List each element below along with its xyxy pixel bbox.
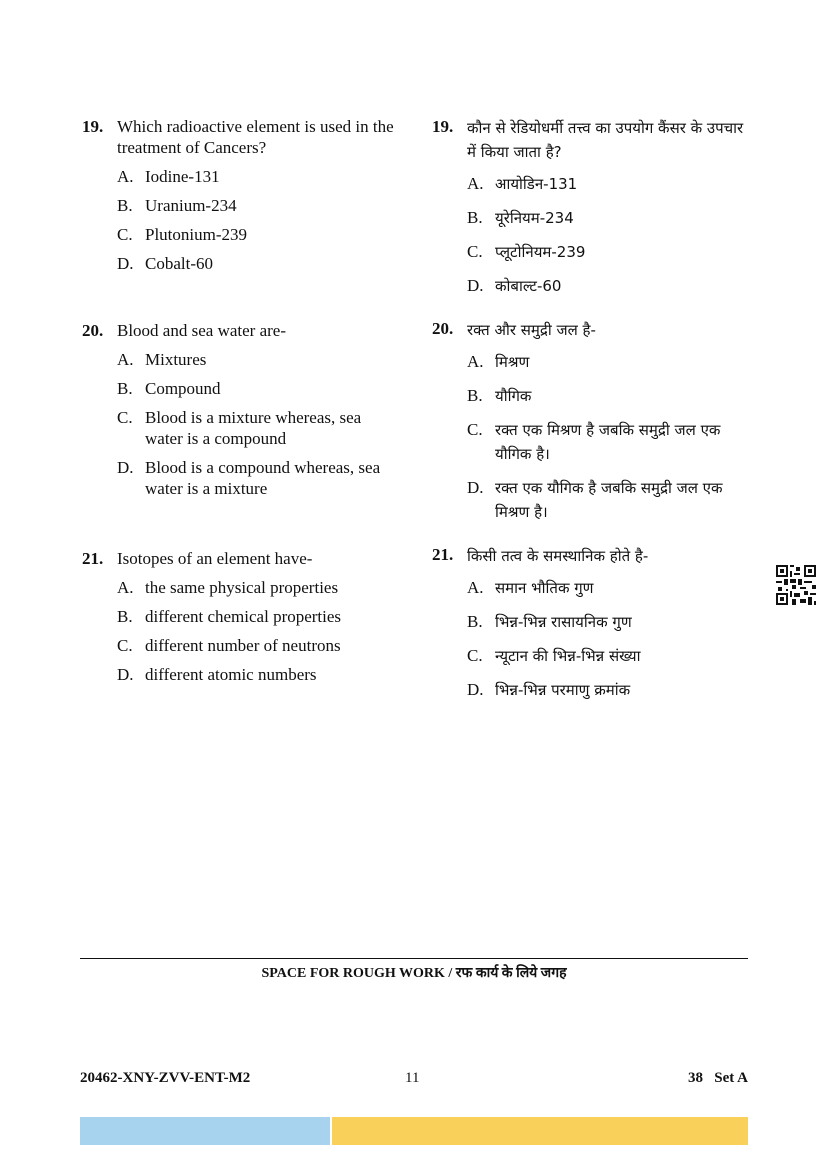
- option-text: भिन्न-भिन्न रासायनिक गुण: [495, 613, 632, 631]
- question-number: 21.: [82, 549, 104, 568]
- option-b: [467, 206, 752, 230]
- option-letter: C.: [467, 420, 483, 439]
- option-text: समान भौतिक गुण: [495, 579, 594, 597]
- option-letter: A.: [117, 350, 134, 369]
- option-text: Plutonium-239: [145, 225, 248, 244]
- question-text: रक्त और समुद्री जल है-: [467, 321, 596, 339]
- paper-code: 20462-XNY-ZVV-ENT-M2: [80, 1070, 251, 1086]
- question-20-en: [82, 320, 402, 499]
- question-text: किसी तत्व के समस्थानिक होते है-: [467, 547, 649, 565]
- option-letter: C.: [467, 646, 483, 665]
- option-letter: C.: [467, 242, 483, 261]
- option-text: यौगिक: [495, 387, 532, 405]
- option-d: [467, 678, 752, 702]
- set-info: 38 Set A: [688, 1070, 748, 1086]
- option-a: [117, 349, 402, 370]
- option-letter: A.: [467, 352, 484, 371]
- option-text: आयोडिन-131: [495, 175, 578, 193]
- option-d: [117, 457, 402, 499]
- footer-bar-right: [332, 1117, 748, 1145]
- page-number: 11: [405, 1070, 420, 1086]
- option-d: [117, 253, 402, 274]
- option-text: different atomic numbers: [145, 665, 317, 684]
- option-text: भिन्न-भिन्न परमाणु क्रमांक: [495, 681, 631, 699]
- option-c: [117, 635, 402, 656]
- option-d: [117, 664, 402, 685]
- footer-bar-left: [80, 1117, 330, 1145]
- option-letter: C.: [117, 408, 133, 427]
- english-column: [82, 116, 402, 684]
- option-letter: D.: [467, 478, 484, 497]
- option-a: [467, 172, 752, 196]
- footer: [80, 1070, 748, 1090]
- option-text: Iodine-131: [145, 167, 220, 186]
- option-c: [467, 418, 752, 466]
- option-text: Cobalt-60: [145, 254, 213, 273]
- question-21-hi: [432, 544, 752, 702]
- option-text: Blood is a mixture whereas, sea water is a compound: [145, 408, 362, 448]
- question-21-en: [82, 548, 402, 685]
- option-text: Compound: [145, 379, 221, 398]
- option-letter: D.: [117, 458, 134, 477]
- option-letter: B.: [467, 612, 483, 631]
- option-text: Uranium-234: [145, 196, 237, 215]
- option-text: different number of neutrons: [145, 636, 341, 655]
- option-b: [117, 606, 402, 627]
- option-c: [117, 224, 402, 245]
- rough-work-label: SPACE FOR ROUGH WORK / रफ कार्य के लिये जगह: [261, 966, 567, 981]
- option-b: [117, 378, 402, 399]
- option-c: [467, 240, 752, 264]
- divider-line: [80, 958, 748, 959]
- question-text: Isotopes of an element have-: [117, 549, 313, 568]
- option-b: [467, 384, 752, 408]
- option-letter: D.: [467, 680, 484, 699]
- option-text: Mixtures: [145, 350, 207, 369]
- option-letter: A.: [117, 167, 134, 186]
- option-letter: B.: [467, 386, 483, 405]
- option-a: [117, 166, 402, 187]
- question-text: Blood and sea water are-: [117, 321, 286, 340]
- option-text: मिश्रण: [495, 353, 530, 371]
- option-c: [117, 407, 402, 449]
- question-20-hi: [432, 318, 752, 524]
- question-19-hi: [432, 116, 752, 298]
- option-text: कोबाल्ट-60: [495, 277, 562, 295]
- question-number: 20.: [82, 321, 104, 340]
- option-text: different chemical properties: [145, 607, 342, 626]
- question-number: 19.: [82, 117, 104, 136]
- option-text: यूरेनियम-234: [495, 209, 574, 227]
- option-letter: B.: [117, 196, 133, 215]
- option-letter: B.: [117, 379, 133, 398]
- qr-code-icon: [776, 565, 816, 605]
- option-letter: A.: [117, 578, 134, 597]
- option-b: [467, 610, 752, 634]
- option-text: the same physical properties: [145, 578, 339, 597]
- option-text: रक्त एक यौगिक है जबकि समुद्री जल एक मिश्रण है।: [495, 479, 723, 521]
- option-text: Blood is a compound whereas, sea water is a mixture: [145, 458, 381, 498]
- option-letter: C.: [117, 225, 133, 244]
- option-text: न्यूटान की भिन्न-भिन्न संख्या: [495, 647, 641, 665]
- option-a: [467, 576, 752, 600]
- option-letter: B.: [117, 607, 133, 626]
- option-letter: B.: [467, 208, 483, 227]
- option-letter: A.: [467, 174, 484, 193]
- option-c: [467, 644, 752, 668]
- option-text: प्लूटोनियम-239: [495, 243, 586, 261]
- option-letter: A.: [467, 578, 484, 597]
- question-number: 19.: [432, 117, 454, 136]
- option-letter: C.: [117, 636, 133, 655]
- option-letter: D.: [117, 665, 134, 684]
- option-a: [467, 350, 752, 374]
- option-a: [117, 577, 402, 598]
- hindi-column: [432, 116, 752, 699]
- option-letter: D.: [467, 276, 484, 295]
- question-number: 20.: [432, 319, 454, 338]
- option-text: रक्त एक मिश्रण है जबकि समुद्री जल एक यौगिक है।: [495, 421, 721, 463]
- option-letter: D.: [117, 254, 134, 273]
- question-number: 21.: [432, 545, 454, 564]
- option-b: [117, 195, 402, 216]
- option-d: [467, 274, 752, 298]
- question-19-en: [82, 116, 402, 274]
- question-text: Which radioactive element is used in the treatment of Cancers?: [117, 117, 394, 157]
- option-d: [467, 476, 752, 524]
- question-text: कौन से रेडियोधर्मी तत्त्व का उपयोग कैंसर के उपचार में किया जाता है?: [467, 119, 744, 161]
